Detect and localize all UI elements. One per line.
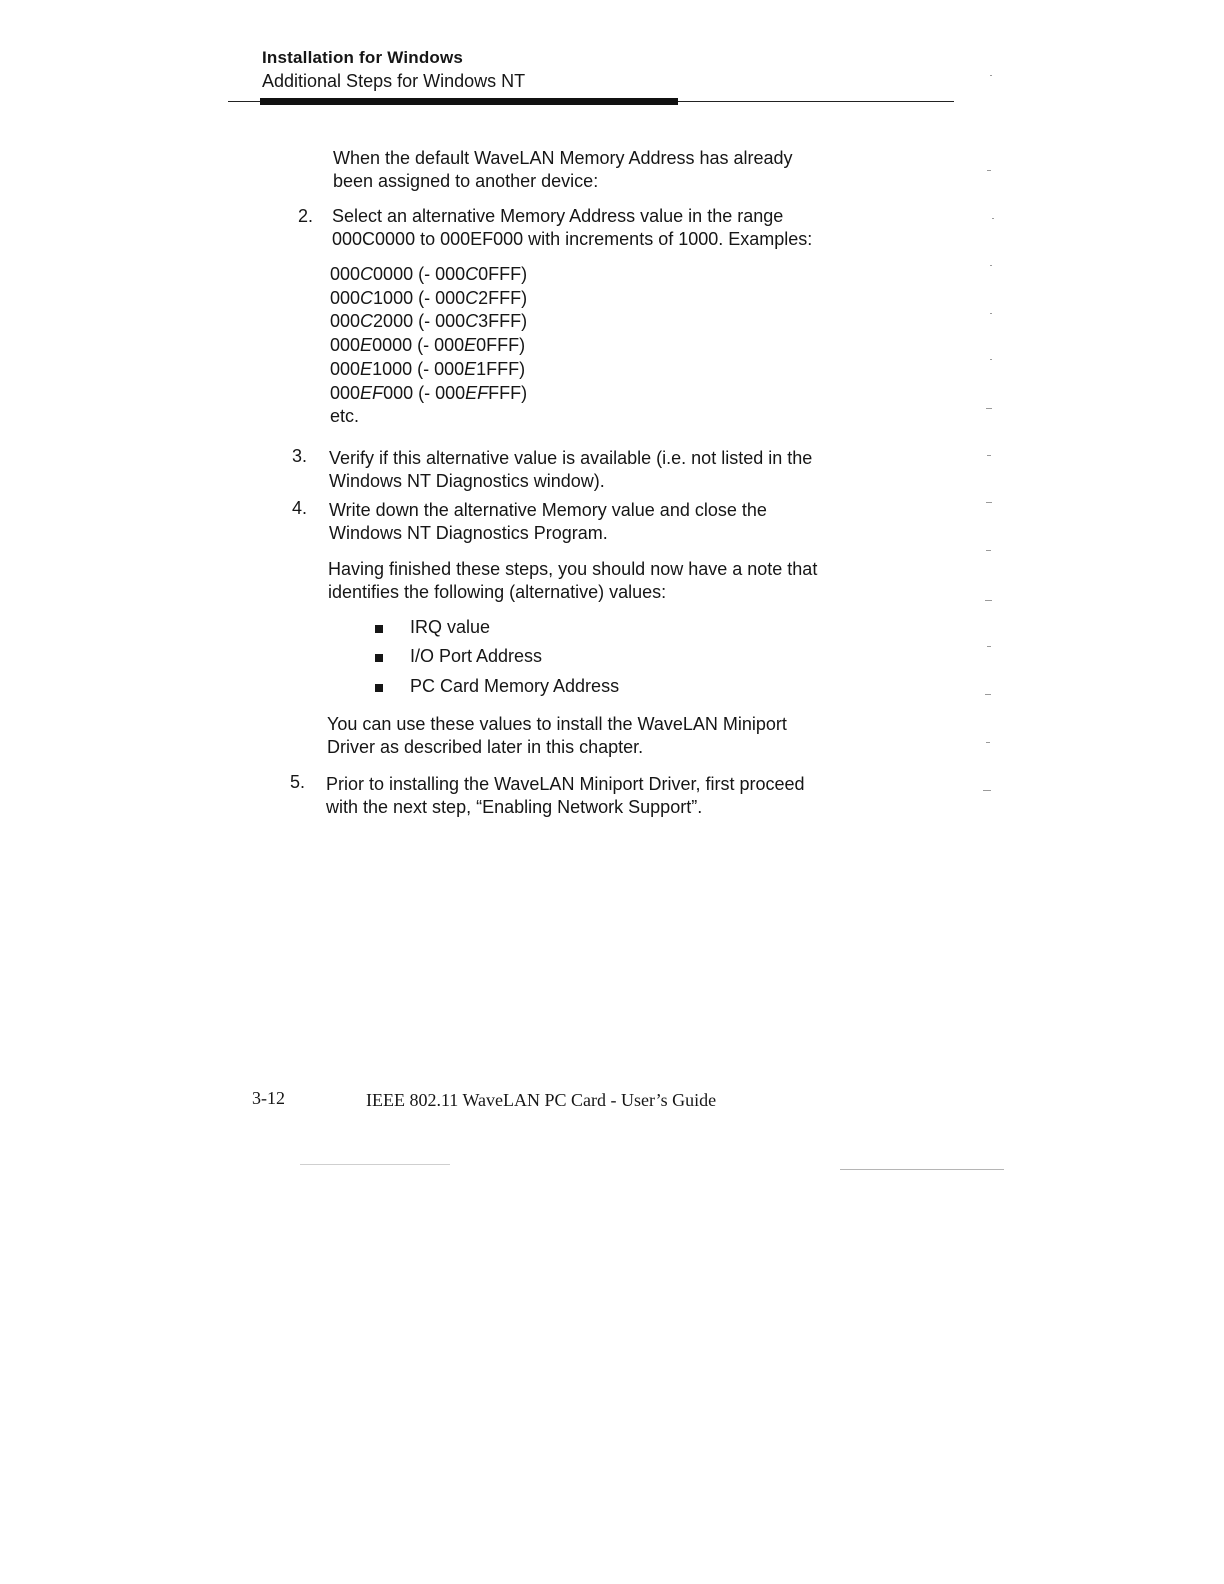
memory-address-examples xyxy=(330,263,527,429)
step-4-after-line-1: You can use these values to install the WaveLAN Miniport xyxy=(327,714,787,734)
examples-etc: etc. xyxy=(330,406,360,427)
scan-speck xyxy=(990,75,992,76)
header-rule-accent xyxy=(260,98,678,105)
step-4-para-line-1: Having finished these steps, you should now have a note that xyxy=(328,559,818,579)
step-3-line-2: Windows NT Diagnostics window). xyxy=(329,471,605,491)
step-4-para-line-2: identifies the following (alternative) values: xyxy=(328,582,667,602)
step-3-number: 3. xyxy=(292,446,308,466)
scan-speck xyxy=(987,170,991,171)
scan-speck xyxy=(986,408,992,409)
step-5-line-2: with the next step, “Enabling Network Support”. xyxy=(326,797,703,817)
document-title: IEEE 802.11 WaveLAN PC Card - User’s Guide xyxy=(366,1090,717,1110)
example-line: 000C0000 (- 000C0FFF) xyxy=(330,264,528,284)
step-4-line-1: Write down the alternative Memory value and close the xyxy=(329,500,767,520)
step-5-number: 5. xyxy=(290,772,306,792)
bullet-item-irq: IRQ value xyxy=(410,617,491,637)
bullet-icon xyxy=(375,625,383,633)
scan-speck xyxy=(987,455,991,456)
example-line: 000E1000 (- 000E1FFF) xyxy=(330,358,526,379)
step-2-number: 2. xyxy=(298,206,314,226)
step-4-number: 4. xyxy=(292,498,308,518)
intro-line-2: been assigned to another device: xyxy=(333,171,599,191)
scan-speck xyxy=(990,359,992,360)
step-5-line-1: Prior to installing the WaveLAN Miniport Driver, first proceed xyxy=(326,774,805,794)
subsection-title: Additional Steps for Windows NT xyxy=(262,71,526,91)
intro-line-1: When the default WaveLAN Memory Address has already xyxy=(333,148,793,168)
step-4-line-2: Windows NT Diagnostics Program. xyxy=(329,523,608,543)
step-4-after-line-2: Driver as described later in this chapter. xyxy=(327,737,644,757)
step-2-line-1: Select an alternative Memory Address value in the range xyxy=(332,206,784,226)
scan-speck xyxy=(987,646,991,647)
section-title: Installation for Windows xyxy=(262,48,464,67)
scan-speck xyxy=(992,218,994,219)
example-line: 000C2000 (- 000C3FFF) xyxy=(330,311,528,332)
scan-speck xyxy=(300,1164,450,1165)
bullet-icon xyxy=(375,684,383,692)
scan-speck xyxy=(840,1169,1004,1170)
scan-speck xyxy=(986,550,991,551)
scan-speck xyxy=(985,600,992,601)
bullet-item-memory: PC Card Memory Address xyxy=(410,676,620,696)
scan-speck xyxy=(983,790,991,791)
example-line: 000E0000 (- 000E0FFF) xyxy=(330,335,526,356)
step-3-line-1: Verify if this alternative value is available (i.e. not listed in the xyxy=(329,448,813,468)
scan-speck xyxy=(990,265,992,266)
scan-speck xyxy=(985,694,991,695)
example-line: 000C1000 (- 000C2FFF) xyxy=(330,287,528,308)
example-line: 000EF000 (- 000EFFFF) xyxy=(330,382,528,403)
scan-speck xyxy=(986,742,990,743)
bullet-item-io-port: I/O Port Address xyxy=(410,646,543,666)
scan-speck xyxy=(986,502,992,503)
scan-speck xyxy=(990,313,992,314)
bullet-icon xyxy=(375,654,383,662)
step-2-line-2: 000C0000 to 000EF000 with increments of 1000. Examples: xyxy=(332,229,813,249)
page-number: 3-12 xyxy=(252,1088,285,1108)
